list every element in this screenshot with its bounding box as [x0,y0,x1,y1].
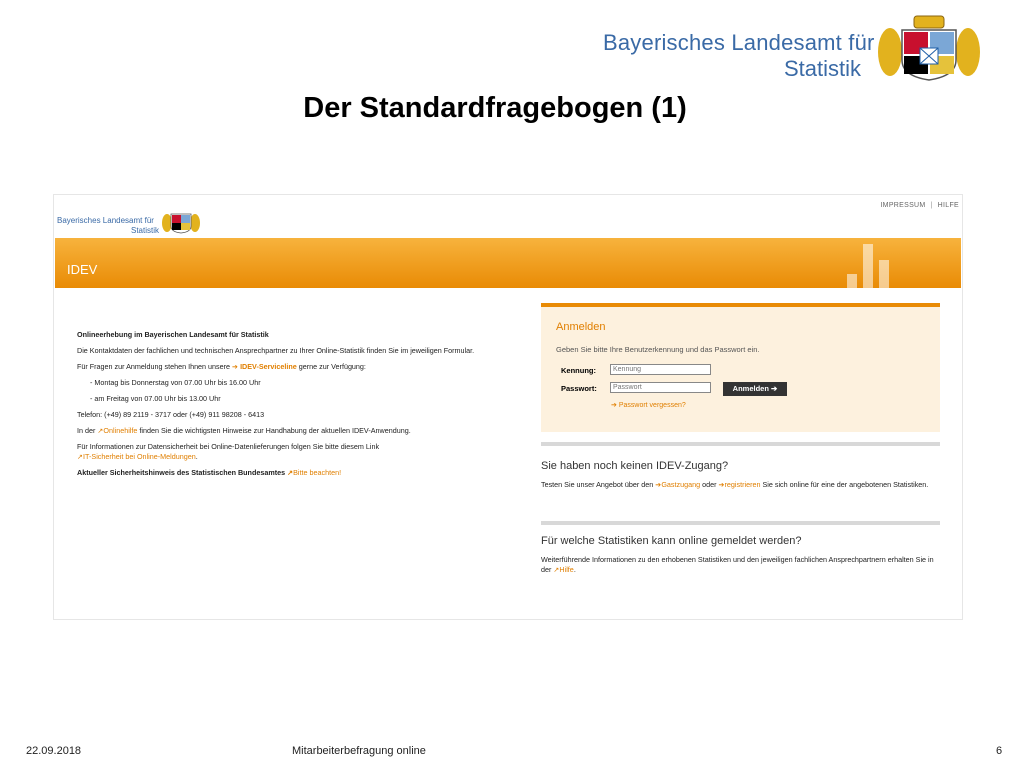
hours-mon-thu: - Montag bis Donnerstag von 07.00 Uhr bis 16.00 Uhr [90,378,261,387]
warning-pre: Aktueller Sicherheitshinweis des Statistischen Bundesamtes [77,468,286,477]
info-heading: Onlineerhebung im Bayerischen Landesamt für Statistik [77,330,269,339]
statistics-section [541,521,940,575]
arrow-right-icon: ➔ [718,480,725,489]
no-access-pre: Testen Sie unser Angebot über den [541,480,654,489]
external-link-icon: ↗ [77,452,84,461]
onlinehilfe-link[interactable]: Onlinehilfe [103,426,138,435]
no-access-section [541,442,940,526]
external-link-icon: ↗ [287,468,294,477]
site-logo-line1: Bayerisches Landesamt für [57,216,154,225]
statistics-text [541,555,940,575]
login-hint: Geben Sie bitte Ihre Benutzerkennung und das Passwort ein. [556,345,760,354]
serviceline-post: gerne zur Verfügung: [298,362,366,371]
phone-text: Telefon: (+49) 89 2119 - 3717 oder (+49) 911 98208 - 6413 [77,410,265,419]
anmelden-button[interactable] [723,382,787,396]
it-security-link[interactable]: IT-Sicherheit bei Online-Meldungen [83,452,196,461]
serviceline-pre: Für Fragen zur Anmeldung stehen Ihnen unsere [77,362,231,371]
slide-logo [603,30,875,82]
no-access-post: Sie sich online für eine der angebotenen Statistiken. [762,480,929,489]
slide-title: Der Standardfragebogen (1) [303,92,687,124]
bar-chart-decoration-icon [847,240,897,288]
hilfe-inline-link[interactable]: Hilfe [559,565,574,574]
top-nav [880,202,959,209]
info-serviceline-text [77,362,477,372]
slide-logo-line2: Statistik [783,56,861,81]
arrow-right-icon: ➔ [232,362,239,371]
coat-of-arms-icon [874,14,984,82]
gastzugang-link[interactable]: Gastzugang [661,480,701,489]
external-link-icon: ↗ [553,565,560,574]
idev-screenshot [53,194,963,620]
passwort-label: Passwort: [561,384,597,393]
onlinehilfe-post: finden Sie die wichtigsten Hinweise zur Handhabung der aktuellen IDEV-Anwendung. [139,426,411,435]
registrieren-link[interactable]: registrieren [724,480,761,489]
hours-fri: - am Freitag von 07.00 Uhr bis 13.00 Uhr [90,394,221,403]
serviceline-link[interactable]: IDEV-Serviceline [240,362,297,371]
security-pre: Für Informationen zur Datensicherheit bei Online-Datenlieferungen folgen Sie bitte diesem Link [77,442,380,451]
site-crest-icon [161,209,201,234]
anmelden-button-label: Anmelden [732,384,769,393]
security-post: . [195,452,198,461]
no-access-text [541,480,940,490]
site-logo[interactable] [57,216,159,236]
no-access-mid: oder [702,480,717,489]
statistics-pre: Weiterführende Informationen zu den erhobenen Statistiken und den jeweiligen fachlichen Ansprechpartnern erhalten Sie in der [541,555,934,574]
impressum-link[interactable]: IMPRESSUM [880,202,926,209]
warning-text [77,468,477,478]
arrow-right-icon: ➔ [655,480,662,489]
security-text [77,442,477,462]
hilfe-link[interactable]: HILFE [937,202,959,209]
arrow-right-icon: ➔ [611,402,617,409]
onlinehilfe-pre: In der [77,426,96,435]
slide-logo-line1: Bayerisches Landesamt für [603,30,875,55]
site-logo-line2: Statistik [130,226,159,235]
footer-title: Mitarbeiterbefragung online [292,745,426,757]
kennung-input[interactable] [610,364,711,375]
info-contact-text: Die Kontaktdaten der fachlichen und technischen Ansprechpartner zu Ihrer Online-Statistik finden Sie im jeweiligen Formular. [77,346,475,355]
no-access-heading: Sie haben noch keinen IDEV-Zugang? [541,460,729,472]
bitte-beachten-link[interactable]: Bitte beachten! [293,468,342,477]
login-panel [541,303,940,432]
passwort-input[interactable] [610,382,711,393]
idev-header-bar [55,238,961,288]
nav-separator: | [930,202,933,209]
external-link-icon: ↗ [97,426,104,435]
info-column [77,330,477,484]
arrow-right-icon: ➔ [771,384,778,393]
footer-date: 22.09.2018 [26,745,82,757]
statistics-post: . [573,565,576,574]
statistics-heading: Für welche Statistiken kann online gemeldet werden? [541,535,802,547]
login-heading: Anmelden [556,321,606,333]
forgot-password-link[interactable]: Passwort vergessen? [618,402,686,409]
forgot-password [611,401,686,409]
footer-page-number: 6 [996,745,1003,757]
kennung-label: Kennung: [561,366,596,375]
onlinehilfe-text [77,426,477,436]
idev-label: IDEV [67,262,98,277]
